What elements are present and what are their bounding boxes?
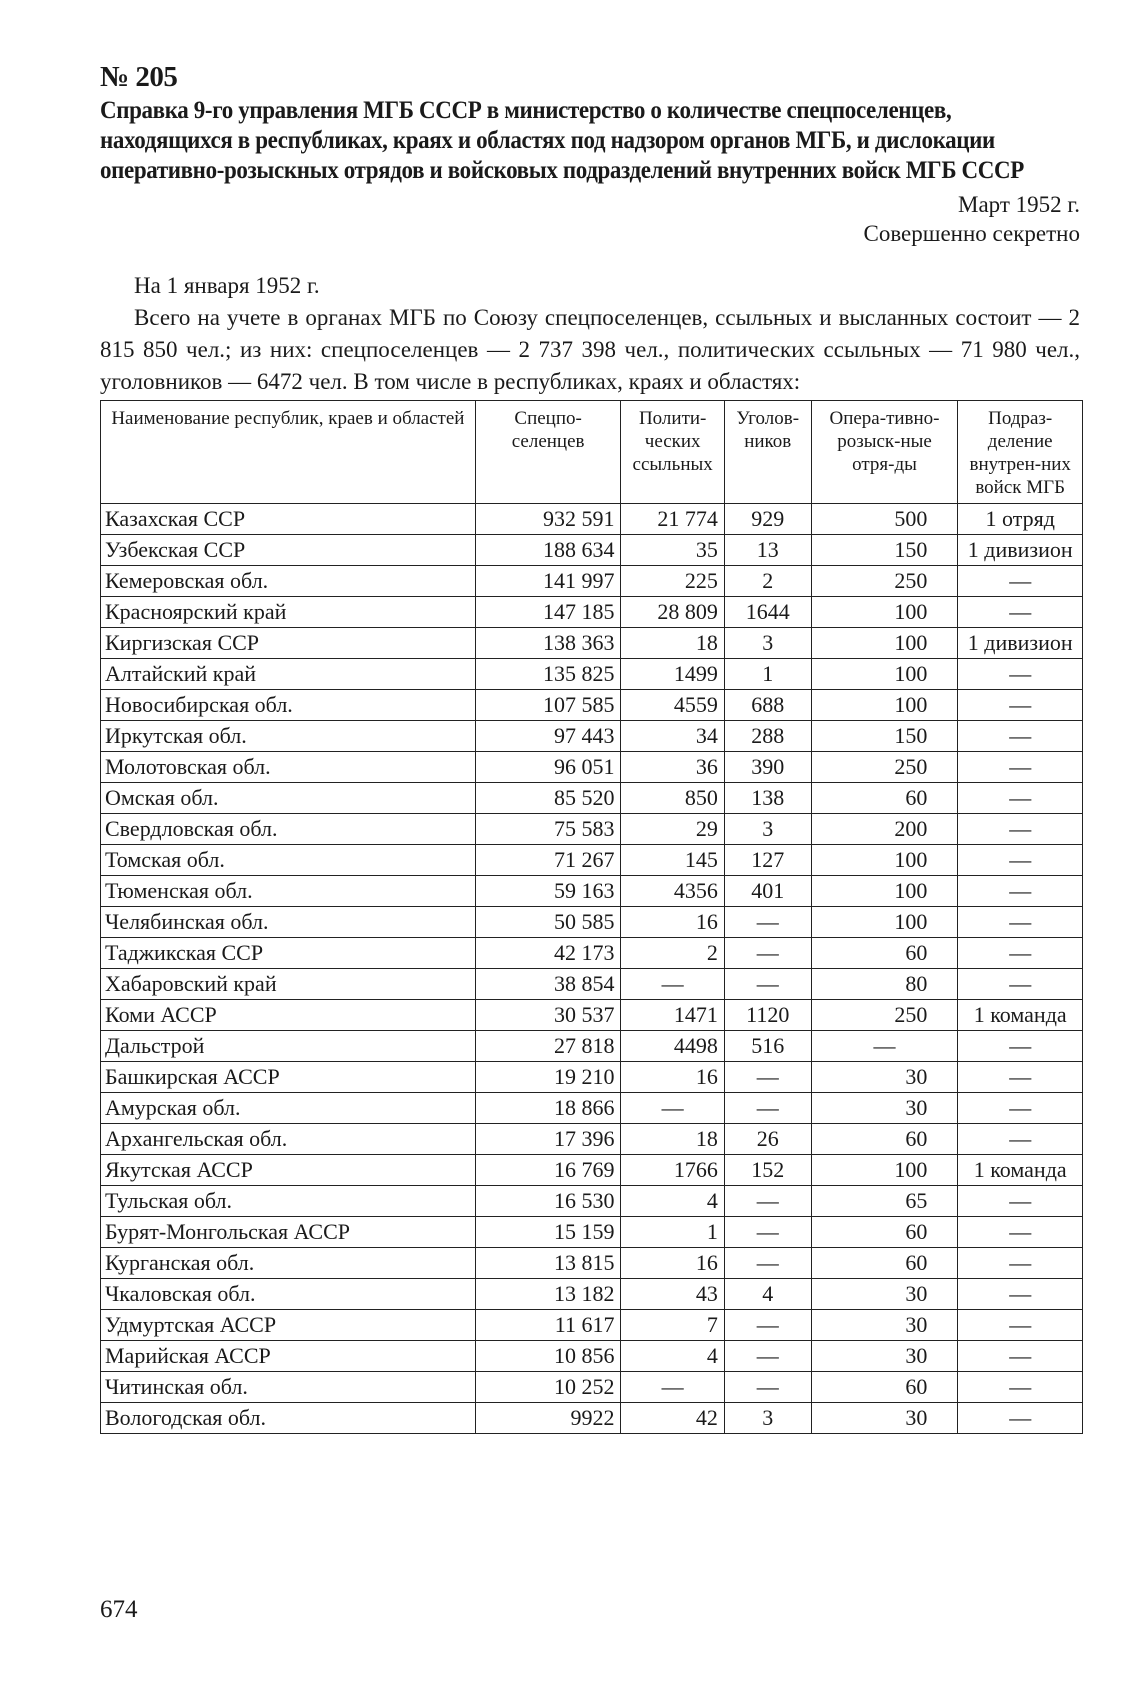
cell-political-exiles: 16 <box>621 907 724 938</box>
cell-troop-units: — <box>958 1310 1083 1341</box>
cell-search-units: 100 <box>811 876 958 907</box>
cell-criminals: 401 <box>724 876 811 907</box>
cell-criminals: 1644 <box>724 597 811 628</box>
cell-troop-units: — <box>958 1124 1083 1155</box>
cell-criminals: — <box>724 1372 811 1403</box>
document-title: Справка 9-го управления МГБ СССР в министерство о количестве спецпоселенцев, находящихся в республиках, краях и областях под надзором органов МГБ, и дислокации оперативно-розыскных отрядов и войсковых подразделений внутренних войск МГБ СССР <box>100 97 1024 184</box>
cell-troop-units: — <box>958 1279 1083 1310</box>
cell-search-units: 250 <box>811 1000 958 1031</box>
table-row <box>101 1000 1083 1031</box>
cell-search-units: 150 <box>811 535 958 566</box>
table-row <box>101 535 1083 566</box>
cell-political-exiles: 18 <box>621 1124 724 1155</box>
table-row <box>101 1310 1083 1341</box>
settlers-table <box>100 400 1083 1434</box>
cell-region: Кемеровская обл. <box>101 566 476 597</box>
cell-region: Томская обл. <box>101 845 476 876</box>
cell-political-exiles: 29 <box>621 814 724 845</box>
cell-search-units: 100 <box>811 1155 958 1186</box>
cell-troop-units: — <box>958 907 1083 938</box>
cell-search-units: 250 <box>811 752 958 783</box>
as-of-date: На 1 января 1952 г. <box>134 273 320 298</box>
header-search-units: Опера-тивно-розыск-ные отря-ды <box>811 401 958 504</box>
table-row <box>101 1031 1083 1062</box>
cell-special-settlers: 59 163 <box>475 876 621 907</box>
cell-region: Бурят-Монгольская АССР <box>101 1217 476 1248</box>
cell-troop-units: — <box>958 1062 1083 1093</box>
cell-special-settlers: 30 537 <box>475 1000 621 1031</box>
cell-troop-units: — <box>958 1372 1083 1403</box>
cell-special-settlers: 27 818 <box>475 1031 621 1062</box>
cell-search-units: 100 <box>811 659 958 690</box>
table-row <box>101 1248 1083 1279</box>
cell-criminals: 390 <box>724 752 811 783</box>
cell-special-settlers: 16 530 <box>475 1186 621 1217</box>
cell-region: Хабаровский край <box>101 969 476 1000</box>
table-row <box>101 752 1083 783</box>
cell-search-units: 30 <box>811 1093 958 1124</box>
cell-region: Тульская обл. <box>101 1186 476 1217</box>
table-row <box>101 845 1083 876</box>
cell-troop-units: — <box>958 969 1083 1000</box>
cell-political-exiles: 4498 <box>621 1031 724 1062</box>
cell-political-exiles: 2 <box>621 938 724 969</box>
cell-special-settlers: 141 997 <box>475 566 621 597</box>
table-row <box>101 1372 1083 1403</box>
cell-political-exiles: 850 <box>621 783 724 814</box>
cell-criminals: — <box>724 1093 811 1124</box>
cell-search-units: 60 <box>811 1248 958 1279</box>
table-row <box>101 1062 1083 1093</box>
cell-search-units: 60 <box>811 783 958 814</box>
cell-troop-units: — <box>958 814 1083 845</box>
cell-special-settlers: 42 173 <box>475 938 621 969</box>
cell-political-exiles: 34 <box>621 721 724 752</box>
cell-criminals: 929 <box>724 504 811 535</box>
cell-criminals: — <box>724 1062 811 1093</box>
cell-region: Тюменская обл. <box>101 876 476 907</box>
cell-special-settlers: 18 866 <box>475 1093 621 1124</box>
cell-special-settlers: 11 617 <box>475 1310 621 1341</box>
cell-criminals: — <box>724 969 811 1000</box>
cell-criminals: 288 <box>724 721 811 752</box>
cell-political-exiles: 28 809 <box>621 597 724 628</box>
cell-troop-units: — <box>958 659 1083 690</box>
cell-political-exiles: 145 <box>621 845 724 876</box>
table-row <box>101 1403 1083 1434</box>
cell-region: Читинская обл. <box>101 1372 476 1403</box>
table-row <box>101 907 1083 938</box>
cell-special-settlers: 16 769 <box>475 1155 621 1186</box>
cell-search-units: 200 <box>811 814 958 845</box>
cell-region: Амурская обл. <box>101 1093 476 1124</box>
cell-political-exiles: 35 <box>621 535 724 566</box>
table-row <box>101 1341 1083 1372</box>
cell-troop-units: — <box>958 566 1083 597</box>
cell-search-units: 60 <box>811 938 958 969</box>
cell-special-settlers: 10 252 <box>475 1372 621 1403</box>
cell-region: Челябинская обл. <box>101 907 476 938</box>
header-troop-units: Подраз-деление внутрен-них войск МГБ <box>958 401 1083 504</box>
cell-criminals: — <box>724 1341 811 1372</box>
cell-troop-units: 1 команда <box>958 1155 1083 1186</box>
cell-region: Удмуртская АССР <box>101 1310 476 1341</box>
cell-criminals: 4 <box>724 1279 811 1310</box>
cell-criminals: — <box>724 938 811 969</box>
cell-search-units: 30 <box>811 1279 958 1310</box>
cell-troop-units: — <box>958 752 1083 783</box>
cell-search-units: 60 <box>811 1124 958 1155</box>
cell-region: Дальстрой <box>101 1031 476 1062</box>
cell-region: Якутская АССР <box>101 1155 476 1186</box>
cell-special-settlers: 135 825 <box>475 659 621 690</box>
cell-special-settlers: 932 591 <box>475 504 621 535</box>
cell-special-settlers: 38 854 <box>475 969 621 1000</box>
cell-troop-units: — <box>958 597 1083 628</box>
table-row <box>101 690 1083 721</box>
cell-region: Вологодская обл. <box>101 1403 476 1434</box>
cell-search-units: — <box>811 1031 958 1062</box>
cell-region: Казахская ССР <box>101 504 476 535</box>
cell-political-exiles: 1499 <box>621 659 724 690</box>
document-number: № 205 <box>100 61 178 93</box>
cell-search-units: 30 <box>811 1062 958 1093</box>
cell-political-exiles: 16 <box>621 1248 724 1279</box>
cell-special-settlers: 15 159 <box>475 1217 621 1248</box>
cell-troop-units: — <box>958 938 1083 969</box>
cell-troop-units: — <box>958 783 1083 814</box>
cell-criminals: 127 <box>724 845 811 876</box>
cell-special-settlers: 138 363 <box>475 628 621 659</box>
cell-search-units: 100 <box>811 628 958 659</box>
cell-region: Красноярский край <box>101 597 476 628</box>
cell-criminals: 152 <box>724 1155 811 1186</box>
cell-criminals: 1 <box>724 659 811 690</box>
cell-criminals: 688 <box>724 690 811 721</box>
cell-search-units: 30 <box>811 1310 958 1341</box>
cell-criminals: 3 <box>724 814 811 845</box>
intro-paragraph: Всего на учете в органах МГБ по Союзу спецпоселенцев, ссыльных и высланных состоит — 2 815 850 чел.; из них: спецпоселенцев — 2 737 398 чел., политических ссыльных — 71 980 чел., уголовников — 6472 чел. В том числе в республиках, краях и областях: <box>100 305 1080 394</box>
cell-criminals: 1120 <box>724 1000 811 1031</box>
cell-political-exiles: 43 <box>621 1279 724 1310</box>
cell-troop-units: — <box>958 1031 1083 1062</box>
cell-political-exiles: 4 <box>621 1186 724 1217</box>
cell-political-exiles: 42 <box>621 1403 724 1434</box>
cell-political-exiles: 225 <box>621 566 724 597</box>
table-row <box>101 1186 1083 1217</box>
cell-special-settlers: 188 634 <box>475 535 621 566</box>
cell-political-exiles: 21 774 <box>621 504 724 535</box>
cell-region: Коми АССР <box>101 1000 476 1031</box>
cell-criminals: 26 <box>724 1124 811 1155</box>
cell-political-exiles: 1471 <box>621 1000 724 1031</box>
cell-troop-units: — <box>958 1093 1083 1124</box>
cell-region: Алтайский край <box>101 659 476 690</box>
cell-criminals: 3 <box>724 1403 811 1434</box>
cell-special-settlers: 85 520 <box>475 783 621 814</box>
cell-troop-units: 1 команда <box>958 1000 1083 1031</box>
cell-special-settlers: 147 185 <box>475 597 621 628</box>
cell-search-units: 80 <box>811 969 958 1000</box>
cell-troop-units: — <box>958 876 1083 907</box>
cell-region: Киргизская ССР <box>101 628 476 659</box>
cell-region: Молотовская обл. <box>101 752 476 783</box>
cell-search-units: 30 <box>811 1341 958 1372</box>
cell-region: Курганская обл. <box>101 1248 476 1279</box>
table-row <box>101 721 1083 752</box>
cell-troop-units: — <box>958 1403 1083 1434</box>
cell-political-exiles: 16 <box>621 1062 724 1093</box>
header-criminals: Уголов-ников <box>724 401 811 504</box>
cell-special-settlers: 71 267 <box>475 845 621 876</box>
cell-special-settlers: 10 856 <box>475 1341 621 1372</box>
cell-political-exiles: 1766 <box>621 1155 724 1186</box>
cell-criminals: — <box>724 1248 811 1279</box>
cell-search-units: 100 <box>811 690 958 721</box>
cell-search-units: 100 <box>811 907 958 938</box>
cell-troop-units: 1 дивизион <box>958 628 1083 659</box>
cell-special-settlers: 96 051 <box>475 752 621 783</box>
cell-region: Архангельская обл. <box>101 1124 476 1155</box>
cell-troop-units: — <box>958 1217 1083 1248</box>
cell-search-units: 500 <box>811 504 958 535</box>
cell-region: Марийская АССР <box>101 1341 476 1372</box>
table-row <box>101 969 1083 1000</box>
cell-region: Иркутская обл. <box>101 721 476 752</box>
cell-criminals: 516 <box>724 1031 811 1062</box>
cell-special-settlers: 9922 <box>475 1403 621 1434</box>
cell-political-exiles: 18 <box>621 628 724 659</box>
table-row <box>101 628 1083 659</box>
table-row <box>101 1217 1083 1248</box>
cell-special-settlers: 50 585 <box>475 907 621 938</box>
document-date: Март 1952 г. <box>958 192 1080 217</box>
cell-political-exiles: — <box>621 969 724 1000</box>
cell-troop-units: — <box>958 1341 1083 1372</box>
cell-political-exiles: 7 <box>621 1310 724 1341</box>
table-row <box>101 814 1083 845</box>
cell-political-exiles: 1 <box>621 1217 724 1248</box>
table-row <box>101 1093 1083 1124</box>
table-row <box>101 1155 1083 1186</box>
table-row <box>101 1279 1083 1310</box>
table-row <box>101 938 1083 969</box>
cell-search-units: 150 <box>811 721 958 752</box>
header-political-exiles: Полити-ческих ссыльных <box>621 401 724 504</box>
cell-troop-units: — <box>958 1186 1083 1217</box>
table-row <box>101 1124 1083 1155</box>
cell-special-settlers: 17 396 <box>475 1124 621 1155</box>
cell-search-units: 30 <box>811 1403 958 1434</box>
cell-troop-units: — <box>958 1248 1083 1279</box>
cell-region: Таджикская ССР <box>101 938 476 969</box>
classification-label: Совершенно секретно <box>863 221 1080 246</box>
cell-search-units: 100 <box>811 597 958 628</box>
table-row <box>101 504 1083 535</box>
cell-special-settlers: 13 815 <box>475 1248 621 1279</box>
table-row <box>101 876 1083 907</box>
cell-region: Узбекская ССР <box>101 535 476 566</box>
cell-special-settlers: 107 585 <box>475 690 621 721</box>
cell-region: Омская обл. <box>101 783 476 814</box>
cell-criminals: — <box>724 1217 811 1248</box>
table-body <box>101 504 1083 1434</box>
cell-special-settlers: 13 182 <box>475 1279 621 1310</box>
table-row <box>101 659 1083 690</box>
cell-region: Башкирская АССР <box>101 1062 476 1093</box>
header-special-settlers: Спецпо-селенцев <box>475 401 621 504</box>
cell-troop-units: 1 отряд <box>958 504 1083 535</box>
cell-criminals: 138 <box>724 783 811 814</box>
table-row <box>101 566 1083 597</box>
cell-political-exiles: 4 <box>621 1341 724 1372</box>
cell-political-exiles: — <box>621 1372 724 1403</box>
cell-political-exiles: — <box>621 1093 724 1124</box>
cell-search-units: 250 <box>811 566 958 597</box>
cell-special-settlers: 97 443 <box>475 721 621 752</box>
cell-search-units: 65 <box>811 1186 958 1217</box>
cell-search-units: 100 <box>811 845 958 876</box>
cell-region: Чкаловская обл. <box>101 1279 476 1310</box>
cell-troop-units: — <box>958 721 1083 752</box>
cell-criminals: 3 <box>724 628 811 659</box>
cell-special-settlers: 19 210 <box>475 1062 621 1093</box>
cell-region: Свердловская обл. <box>101 814 476 845</box>
table-row <box>101 597 1083 628</box>
cell-criminals: — <box>724 1310 811 1341</box>
cell-criminals: — <box>724 907 811 938</box>
cell-search-units: 60 <box>811 1372 958 1403</box>
cell-political-exiles: 4356 <box>621 876 724 907</box>
cell-region: Новосибирская обл. <box>101 690 476 721</box>
cell-troop-units: — <box>958 690 1083 721</box>
cell-political-exiles: 36 <box>621 752 724 783</box>
table-row <box>101 783 1083 814</box>
page-number: 674 <box>100 1596 138 1623</box>
cell-political-exiles: 4559 <box>621 690 724 721</box>
cell-troop-units: — <box>958 845 1083 876</box>
document-page <box>100 60 1080 1434</box>
cell-criminals: 13 <box>724 535 811 566</box>
cell-troop-units: 1 дивизион <box>958 535 1083 566</box>
header-region: Наименование республик, краев и областей <box>101 401 476 504</box>
cell-search-units: 60 <box>811 1217 958 1248</box>
cell-special-settlers: 75 583 <box>475 814 621 845</box>
cell-criminals: — <box>724 1186 811 1217</box>
cell-criminals: 2 <box>724 566 811 597</box>
table-header-row <box>101 401 1083 504</box>
